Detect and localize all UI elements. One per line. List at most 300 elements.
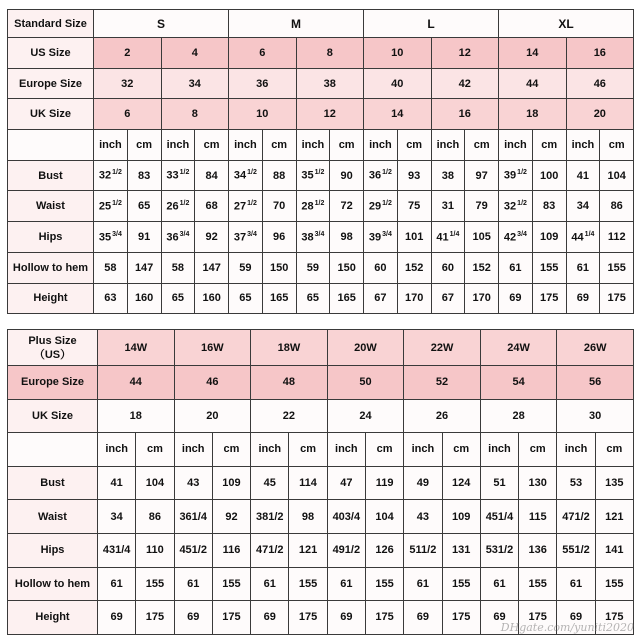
measure-value: 551/2 [557,533,595,567]
europe-size-value: 44 [98,366,175,400]
europe-size-label: Europe Size [8,68,94,99]
measure-value: 175 [289,601,327,635]
unit-inch: inch [499,130,533,161]
measure-value: 175 [442,601,480,635]
measure-value: 58 [161,252,195,283]
unit-cm: cm [465,130,499,161]
measure-value: 175 [532,283,566,314]
measure-value: 43 [404,500,442,534]
measure-value [499,191,533,222]
measure-value: 41 [566,160,600,191]
unit-cm: cm [532,130,566,161]
measure-value: 155 [532,252,566,283]
us-size-value: 16 [566,38,634,69]
standard-us-row [8,38,634,69]
measure-whole: 34 [233,169,247,182]
measure-value: 471/2 [251,533,289,567]
measure-value: 86 [600,191,634,222]
measure-fraction: 1/4 [449,230,460,238]
standard-size-label: Standard Size [8,10,94,38]
measure-fraction: 1/4 [584,230,595,238]
measure-value: 60 [364,252,398,283]
unit-cm: cm [195,130,229,161]
europe-size-value: 44 [499,68,567,99]
measure-value: 51 [480,466,518,500]
measure-whole: 33 [166,169,179,182]
measure-value: 160 [127,283,161,314]
measure-value: 147 [195,252,229,283]
measure-value: 155 [519,567,557,601]
measure-whole: 35 [98,231,112,244]
measure-value: 61 [251,567,289,601]
measure-value: 61 [557,567,595,601]
measure-value: 131 [442,533,480,567]
measure-value: 83 [532,191,566,222]
measure-value: 175 [519,601,557,635]
measure-value: 531/2 [480,533,518,567]
measure-value: 150 [330,252,364,283]
unit-inch: inch [296,130,330,161]
measure-whole: 41 [436,231,449,244]
measure-value: 34 [566,191,600,222]
us-size-value: 10 [364,38,432,69]
unit-inch: inch [327,433,365,467]
measure-value: 69 [98,601,136,635]
uk-size-value: 6 [94,99,162,130]
size-group-header: XL [499,10,634,38]
measure-value: 170 [397,283,431,314]
measure-value: 93 [397,160,431,191]
measure-label: Waist [8,500,98,534]
measure-value: 67 [431,283,465,314]
measure-value: 403/4 [327,500,365,534]
measure-label: Hollow to hem [8,252,94,283]
uk-size-value: 16 [431,99,499,130]
measure-fraction: 3/4 [112,230,122,238]
unit-inch: inch [251,433,289,467]
measure-value: 451/4 [480,500,518,534]
measure-value: 47 [327,466,365,500]
measure-value: 91 [127,222,161,253]
measure-value [161,160,195,191]
unit-inch: inch [98,433,136,467]
measure-value: 511/2 [404,533,442,567]
measure-value [499,160,533,191]
measure-whole: 32 [98,169,112,182]
uk-size-label: UK Size [8,99,94,130]
plus-size-value: 26W [557,330,634,366]
measure-value: 65 [296,283,330,314]
measure-value: 65 [229,283,263,314]
measure-value: 92 [212,500,250,534]
uk-size-value: 22 [251,399,328,433]
measure-whole: 36 [166,231,179,244]
measure-value [229,191,263,222]
measure-value: 152 [465,252,499,283]
measure-value: 69 [480,601,518,635]
measure-fraction: 3/4 [179,230,190,238]
unit-inch: inch [161,130,195,161]
measure-value: 98 [330,222,364,253]
europe-size-value: 46 [174,366,251,400]
size-group-header: S [94,10,229,38]
unit-cm: cm [595,433,633,467]
uk-size-value: 18 [499,99,567,130]
unit-inch: inch [94,130,128,161]
uk-size-value: 24 [327,399,404,433]
measure-value: 491/2 [327,533,365,567]
us-size-value: 4 [161,38,229,69]
uk-size-value: 26 [404,399,481,433]
size-group-header: M [229,10,364,38]
europe-size-value: 40 [364,68,432,99]
europe-size-value: 32 [94,68,162,99]
measure-value: 126 [365,533,403,567]
plus-size-subtitle: （US） [33,348,72,361]
measure-label: Height [8,283,94,314]
measure-value: 141 [595,533,633,567]
measure-value: 75 [397,191,431,222]
europe-size-value: 54 [480,366,557,400]
uk-size-value: 28 [480,399,557,433]
measure-value [364,191,398,222]
us-size-label: US Size [8,38,94,69]
measure-label: Waist [8,191,94,222]
standard-measure-row [8,222,634,253]
measure-fraction: 1/2 [179,199,190,207]
measure-fraction: 1/2 [517,169,527,177]
unit-cm: cm [600,130,634,161]
measure-fraction: 1/2 [382,199,392,207]
unit-cm: cm [519,433,557,467]
measure-value: 34 [98,500,136,534]
standard-measure-row [8,283,634,314]
measure-value: 67 [364,283,398,314]
size-group-header: L [364,10,499,38]
measure-value: 65 [161,283,195,314]
measure-fraction: 1/2 [517,199,527,207]
measure-value: 116 [212,533,250,567]
unit-cm: cm [212,433,250,467]
measure-whole: 37 [233,231,247,244]
europe-size-value: 48 [251,366,328,400]
measure-value: 381/2 [251,500,289,534]
plus-measure-row [8,533,634,567]
measure-value: 105 [465,222,499,253]
measure-value: 104 [600,160,634,191]
standard-size-table [7,9,634,314]
plus-measure-row [8,500,634,534]
measure-fraction: 1/2 [314,169,325,177]
measure-value: 175 [212,601,250,635]
measure-value: 61 [499,252,533,283]
uk-size-value: 8 [161,99,229,130]
measure-whole: 35 [301,169,314,182]
measure-value [296,191,330,222]
measure-whole: 36 [368,169,382,182]
measure-value [296,222,330,253]
unit-inch: inch [229,130,263,161]
measure-fraction: 1/2 [247,169,257,177]
measure-fraction: 1/2 [112,199,122,207]
measure-label: Hollow to hem [8,567,98,601]
standard-header-row [8,10,634,38]
measure-value: 119 [365,466,403,500]
measure-value: 104 [365,500,403,534]
measure-value: 61 [566,252,600,283]
measure-value: 121 [595,500,633,534]
measure-value: 68 [195,191,229,222]
us-size-value: 2 [94,38,162,69]
measure-value: 101 [397,222,431,253]
measure-whole: 38 [301,231,314,244]
uk-size-value: 20 [566,99,634,130]
measure-value: 109 [212,466,250,500]
unit-inch: inch [404,433,442,467]
measure-value: 63 [94,283,128,314]
measure-value: 79 [465,191,499,222]
europe-size-value: 42 [431,68,499,99]
measure-value: 70 [262,191,296,222]
measure-value: 43 [174,466,212,500]
measure-value: 96 [262,222,296,253]
measure-value [566,222,600,253]
us-size-value: 8 [296,38,364,69]
measure-whole: 27 [233,200,247,213]
plus-size-value: 18W [251,330,328,366]
measure-whole: 28 [301,200,314,213]
measure-value: 155 [289,567,327,601]
measure-fraction: 1/2 [247,199,257,207]
measure-label: Hips [8,222,94,253]
unit-cm: cm [127,130,161,161]
unit-inch: inch [174,433,212,467]
plus-size-value: 16W [174,330,251,366]
measure-label: Bust [8,466,98,500]
measure-value: 61 [98,567,136,601]
measure-fraction: 3/4 [517,230,527,238]
measure-value: 60 [431,252,465,283]
measure-value: 90 [330,160,364,191]
unit-cm: cm [397,130,431,161]
measure-value: 69 [499,283,533,314]
measure-value: 97 [465,160,499,191]
measure-value [94,222,128,253]
plus-header-row [8,330,634,366]
measure-value: 104 [136,466,174,500]
measure-value: 109 [442,500,480,534]
measure-value: 155 [600,252,634,283]
measure-value [161,222,195,253]
measure-value: 175 [600,283,634,314]
measure-value: 100 [532,160,566,191]
measure-fraction: 3/4 [382,230,392,238]
plus-size-value: 14W [98,330,175,366]
measure-label: Bust [8,160,94,191]
standard-europe-row [8,68,634,99]
measure-value [364,222,398,253]
measure-value: 121 [289,533,327,567]
unit-cm: cm [289,433,327,467]
plus-size-table [7,329,634,635]
measure-value: 69 [404,601,442,635]
measure-value: 61 [327,567,365,601]
measure-value: 160 [195,283,229,314]
measure-value: 61 [480,567,518,601]
uk-size-value: 18 [98,399,175,433]
unit-cm: cm [330,130,364,161]
measure-value: 431/4 [98,533,136,567]
uk-size-value: 30 [557,399,634,433]
measure-fraction: 1/2 [382,169,392,177]
measure-value: 59 [296,252,330,283]
unit-inch: inch [364,130,398,161]
measure-value: 155 [442,567,480,601]
measure-value: 92 [195,222,229,253]
measure-value: 155 [595,567,633,601]
measure-value [94,160,128,191]
us-size-value: 12 [431,38,499,69]
units-row-spacer [8,130,94,161]
measure-value: 58 [94,252,128,283]
measure-value: 175 [365,601,403,635]
unit-cm: cm [365,433,403,467]
measure-value: 135 [595,466,633,500]
uk-size-value: 10 [229,99,297,130]
europe-size-label: Europe Size [8,366,98,400]
measure-value: 115 [519,500,557,534]
plus-measure-row [8,466,634,500]
us-size-value: 6 [229,38,297,69]
measure-value: 69 [327,601,365,635]
measure-value: 471/2 [557,500,595,534]
measure-fraction: 1/2 [179,169,190,177]
unit-inch: inch [431,130,465,161]
measure-whole: 42 [503,231,517,244]
measure-value: 110 [136,533,174,567]
measure-value: 165 [262,283,296,314]
measure-label: Height [8,601,98,635]
plus-size-value: 22W [404,330,481,366]
units-row-spacer [8,433,98,467]
measure-value: 155 [136,567,174,601]
measure-value: 165 [330,283,364,314]
measure-value: 61 [404,567,442,601]
plus-measure-row [8,567,634,601]
measure-value: 61 [174,567,212,601]
standard-units-row [8,130,634,161]
measure-value: 69 [174,601,212,635]
europe-size-value: 36 [229,68,297,99]
measure-whole: 32 [503,200,517,213]
plus-size-label [8,330,98,366]
plus-europe-row [8,366,634,400]
europe-size-value: 38 [296,68,364,99]
measure-value: 109 [532,222,566,253]
measure-value: 69 [557,601,595,635]
measure-value [94,191,128,222]
measure-value [296,160,330,191]
measure-value: 49 [404,466,442,500]
europe-size-value: 34 [161,68,229,99]
measure-value: 72 [330,191,364,222]
measure-value: 86 [136,500,174,534]
measure-fraction: 3/4 [314,230,325,238]
measure-value: 175 [595,601,633,635]
measure-whole: 26 [166,200,179,213]
measure-value: 124 [442,466,480,500]
us-size-value: 14 [499,38,567,69]
measure-value: 83 [127,160,161,191]
measure-value [229,222,263,253]
plus-uk-row [8,399,634,433]
measure-value: 147 [127,252,161,283]
measure-value: 31 [431,191,465,222]
measure-value: 130 [519,466,557,500]
plus-units-row [8,433,634,467]
uk-size-value: 12 [296,99,364,130]
plus-size-value: 24W [480,330,557,366]
measure-whole: 39 [368,231,382,244]
measure-value: 38 [431,160,465,191]
measure-value: 136 [519,533,557,567]
measure-value [364,160,398,191]
measure-value: 45 [251,466,289,500]
uk-size-value: 20 [174,399,251,433]
measure-value: 155 [365,567,403,601]
measure-label: Hips [8,533,98,567]
measure-value [229,160,263,191]
uk-size-value: 14 [364,99,432,130]
measure-value: 69 [251,601,289,635]
measure-value: 170 [465,283,499,314]
europe-size-value: 50 [327,366,404,400]
watermark: DHgate.com/yuniti2020 [500,621,634,634]
measure-value: 88 [262,160,296,191]
measure-value: 451/2 [174,533,212,567]
measure-value: 53 [557,466,595,500]
measure-value: 361/4 [174,500,212,534]
standard-measure-row [8,252,634,283]
europe-size-value: 52 [404,366,481,400]
measure-value [161,191,195,222]
measure-value: 41 [98,466,136,500]
measure-value: 69 [566,283,600,314]
measure-value: 59 [229,252,263,283]
measure-value: 98 [289,500,327,534]
unit-cm: cm [262,130,296,161]
measure-value: 114 [289,466,327,500]
standard-measure-row [8,160,634,191]
measure-value: 65 [127,191,161,222]
measure-fraction: 3/4 [247,230,257,238]
uk-size-label: UK Size [8,399,98,433]
europe-size-value: 46 [566,68,634,99]
unit-cm: cm [136,433,174,467]
unit-inch: inch [480,433,518,467]
europe-size-value: 56 [557,366,634,400]
measure-value: 155 [212,567,250,601]
measure-value: 84 [195,160,229,191]
plus-size-title: Plus Size [28,334,77,347]
standard-uk-row [8,99,634,130]
unit-inch: inch [566,130,600,161]
plus-size-value: 20W [327,330,404,366]
measure-whole: 29 [368,200,382,213]
measure-whole: 44 [571,231,584,244]
measure-fraction: 1/2 [314,199,325,207]
measure-fraction: 1/2 [112,169,122,177]
